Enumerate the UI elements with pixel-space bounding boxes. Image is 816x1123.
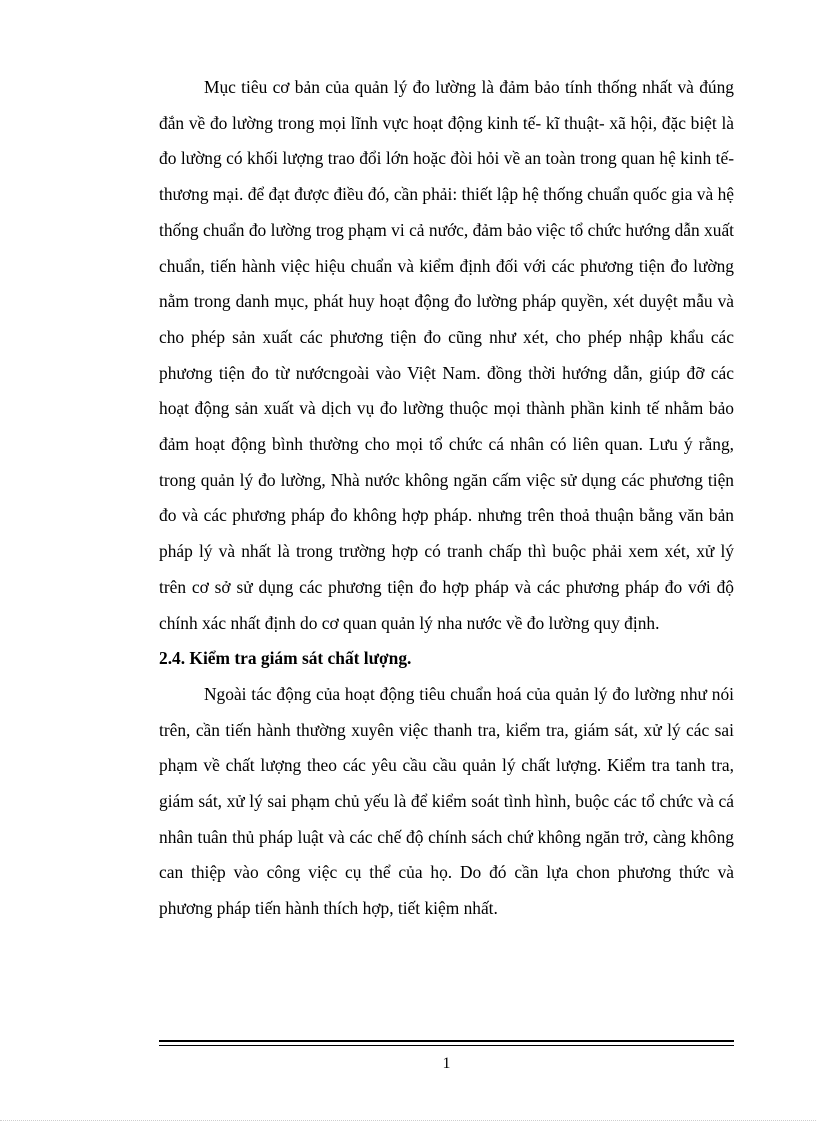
document-body	[159, 70, 734, 927]
footer-rule-thick	[159, 1040, 734, 1042]
section-heading: 2.4. Kiểm tra giám sát chất lượng.	[159, 648, 412, 669]
page-bottom-edge	[0, 1120, 816, 1121]
body-paragraph: Mục tiêu cơ bản của quản lý đo lường là đảm bảo tính thống nhất và đúng đắn về đo lường trong mọi lĩnh vực hoạt động kinh tế- kĩ thuật- xã hội, đặc biệt là đo lường có khối lượng trao đổi lớn hoặc đòi hỏi về an toàn trong quan hệ kinh tế- thương mại. để đạt được điều đó, cần phải: thiết lập hệ thống chuẩn quốc gia và hệ thống chuẩn đo lường trog phạm vi cả nước, đảm bảo việc tổ chức hướng dẫn xuất chuẩn, tiến hành việc hiệu chuẩn và kiểm định đối với các phương tiện đo lường nằm trong danh mục, phát huy hoạt động đo lường pháp quyền, xét duyệt mẫu và cho phép sản xuất các phương tiện đo cũng như xét, cho phép nhập khẩu các phương tiện đo từ nướcngoài vào Việt Nam. đồng thời hướng dẫn, giúp đỡ các hoạt động sản xuất và dịch vụ đo lường thuộc mọi thành phần kinh tế nhằm bảo đảm hoạt động bình thường cho mọi tổ chức cá nhân có liên quan. Lưu ý rằng, trong quản lý đo lường, Nhà nước không ngăn cấm việc sử dụng các phương tiện đo và các phương pháp đo không hợp pháp. nhưng trên thoả thuận bằng văn bản pháp lý và nhất là trong trường hợp có tranh chấp thì buộc phải xem xét, xử lý trên cơ sở sử dụng các phương tiện đo hợp pháp và các phương pháp đo với độ chính xác nhất định do cơ quan quản lý nha nước về đo lường quy định.	[159, 77, 734, 633]
page-number: 1	[442, 1055, 451, 1072]
footer-rule-thin	[159, 1045, 734, 1046]
body-paragraph: Ngoài tác động của hoạt động tiêu chuẩn hoá của quản lý đo lường như nói trên, cần tiến hành thường xuyên việc thanh tra, kiểm tra, giám sát, xử lý các sai phạm về chất lượng theo các yêu cầu cầu quản lý chất lượng. Kiểm tra tanh tra, giám sát, xử lý sai phạm chủ yếu là để kiểm soát tình hình, buộc các tổ chức và cá nhân tuân thủ pháp luật và các chế độ chính sách chứ không ngăn trở, càng không can thiệp vào công việc cụ thể của họ. Do đó cần lựa chon phương thức và phương pháp tiến hành thích hợp, tiết kiệm nhất.	[159, 683, 734, 919]
